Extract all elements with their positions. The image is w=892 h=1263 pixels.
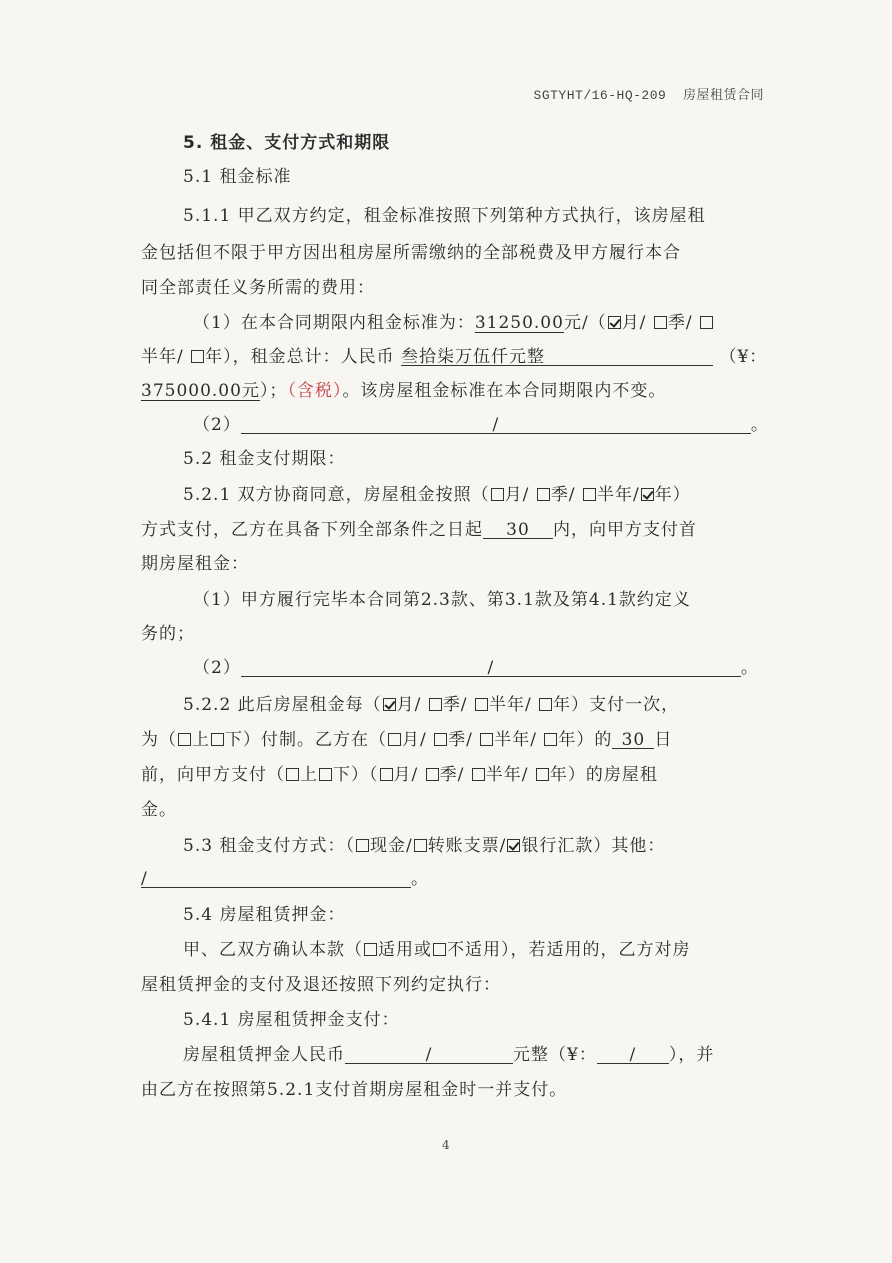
clause-5-1-1-line3: 同全部责任义务所需的费用： [141,278,375,298]
month-label: 月/ [621,313,647,333]
clause-5-2-1-line1: 5.2.1 双方协商同意，房屋租金按照（ 月/ 季/ 半年/ 年） [183,485,691,505]
other-payment-blank: / [141,869,411,888]
option-1-line1 [193,310,714,336]
checkbox-due-half-year[interactable] [480,733,493,746]
deposit-amount-words: / [345,1045,513,1064]
option-1-prefix: （1）在本合同期限内租金标准为： [193,313,475,333]
checkbox-period-quarter[interactable] [426,768,439,781]
section-5-title: 5. 租金、支付方式和期限 [183,133,391,153]
checkbox-each-half-year[interactable] [475,698,488,711]
checkbox-applicable[interactable] [364,943,377,956]
condition-2-blank: / [241,658,741,677]
deposit-amount-number: / [597,1045,669,1064]
checkbox-due-month[interactable] [388,733,401,746]
option-1-tail: 。该房屋租金标准在本合同期限内不变。 [342,381,667,401]
due-day: 30 [612,730,654,749]
checkbox-each-quarter[interactable] [429,698,442,711]
checkbox-each-year[interactable] [539,698,552,711]
checkbox-half-year[interactable] [700,316,713,329]
clause-5-3-line2: / 。 [141,869,429,889]
checkbox-quarter[interactable] [654,316,667,329]
option-1-line3: 375000.00元）；（含税）。该房屋租金标准在本合同期限内不变。 [141,381,667,401]
total-rent-number: 375000.00元 [141,381,260,401]
page-header [534,84,764,103]
section-5-2-title: 5.2 租金支付期限： [183,449,346,469]
document-title: 房屋租赁合同 [682,88,764,103]
condition-2-line: （2） / 。 [193,658,759,678]
clause-5-2-2-line1: 5.2.2 此后房屋租金每（ 月/ 季/ 半年/ 年）支付一次， [183,695,680,715]
checkbox-period-month[interactable] [380,768,393,781]
clause-5-2-1-line3: 期房屋租金： [141,554,249,574]
page-number: 4 [442,1138,450,1152]
checkbox-pay-advance[interactable] [286,768,299,781]
checkbox-month-checked[interactable] [608,316,621,329]
monthly-rent-amount: 31250.00 [474,313,564,333]
checkbox-due-quarter[interactable] [434,733,447,746]
tax-included-note: （含税） [287,381,343,401]
checkbox-due-year[interactable] [544,733,557,746]
checkbox-advance[interactable] [178,733,191,746]
clause-5-2-2-line4: 金。 [141,800,177,820]
condition-1-line1: （1）甲方履行完毕本合同第2.3款、第3.1款及第4.1款约定义 [193,590,691,610]
checkbox-year[interactable] [191,350,204,363]
section-5-4-title: 5.4 房屋租赁押金： [183,905,346,925]
section-5-4-1-title: 5.4.1 房屋租赁押金支付： [183,1010,400,1030]
half-year-label: 半年/ [141,347,184,367]
clause-5-4-line1: 甲、乙双方确认本款（ 适用或 不适用），若适用的，乙方对房 [183,940,691,960]
total-rent-words: 叁拾柒万伍仟元整 [401,347,713,366]
clause-5-2-2-line2: 为（ 上 下）付制。乙方在（ 月/ 季/ 半年/ 年）的 30 日 [141,730,673,750]
option-1-line2 [141,344,767,370]
yen-open: （¥： [719,347,768,367]
year-and-total-label: 年），租金总计：人民币 [205,347,395,367]
document-code: SGTYHT/16-HQ-209 [533,88,667,103]
clause-5-4-1-line2: 由乙方在按照第5.2.1支付首期房屋租金时一并支付。 [141,1080,568,1100]
clause-5-1-1-line1: 5.1.1 甲乙双方约定，租金标准按照下列第种方式执行，该房屋租 [183,206,706,226]
quarter-label: 季/ [667,313,693,333]
clause-5-4-1-line1: 房屋租赁押金人民币 / 元整（¥： / ），并 [183,1045,715,1065]
clause-5-2-2-line3: 前，向甲方支付（ 上 下）（ 月/ 季/ 半年/ 年）的房屋租 [141,765,658,785]
checkbox-not-applicable[interactable] [433,943,446,956]
checkbox-pay-month[interactable] [491,488,504,501]
condition-1-line2: 务的； [141,624,195,644]
checkbox-cash[interactable] [356,839,369,852]
clause-5-4-line2: 屋租赁押金的支付及退还按照下列约定执行： [141,975,501,995]
checkbox-period-half-year[interactable] [472,768,485,781]
checkbox-each-month-checked[interactable] [383,698,396,711]
checkbox-period-year[interactable] [536,768,549,781]
option-2-blank: / [241,415,751,434]
clause-5-3-line1: 5.3 租金支付方式：（ 现金/ 转账支票/ 银行汇款）其他： [183,836,666,856]
checkbox-pay-year-checked[interactable] [641,488,654,501]
checkbox-bank-remittance-checked[interactable] [507,839,520,852]
checkbox-pay-arrears[interactable] [319,768,332,781]
checkbox-check-transfer[interactable] [414,839,427,852]
checkbox-arrears[interactable] [211,733,224,746]
payment-days: 30 [483,520,553,539]
clause-5-1-1-line2: 金包括但不限于甲方因出租房屋所需缴纳的全部税费及甲方履行本合 [141,243,681,263]
option-2-line: （2） / 。 [193,415,769,435]
clause-5-2-1-line2: 方式支付，乙方在具备下列全部条件之日起 30 内，向甲方支付首 [141,520,697,540]
rent-unit: 元/（ [563,313,607,333]
section-5-1-title: 5.1 租金标准 [183,167,292,187]
checkbox-pay-half-year[interactable] [583,488,596,501]
checkbox-pay-quarter[interactable] [537,488,550,501]
